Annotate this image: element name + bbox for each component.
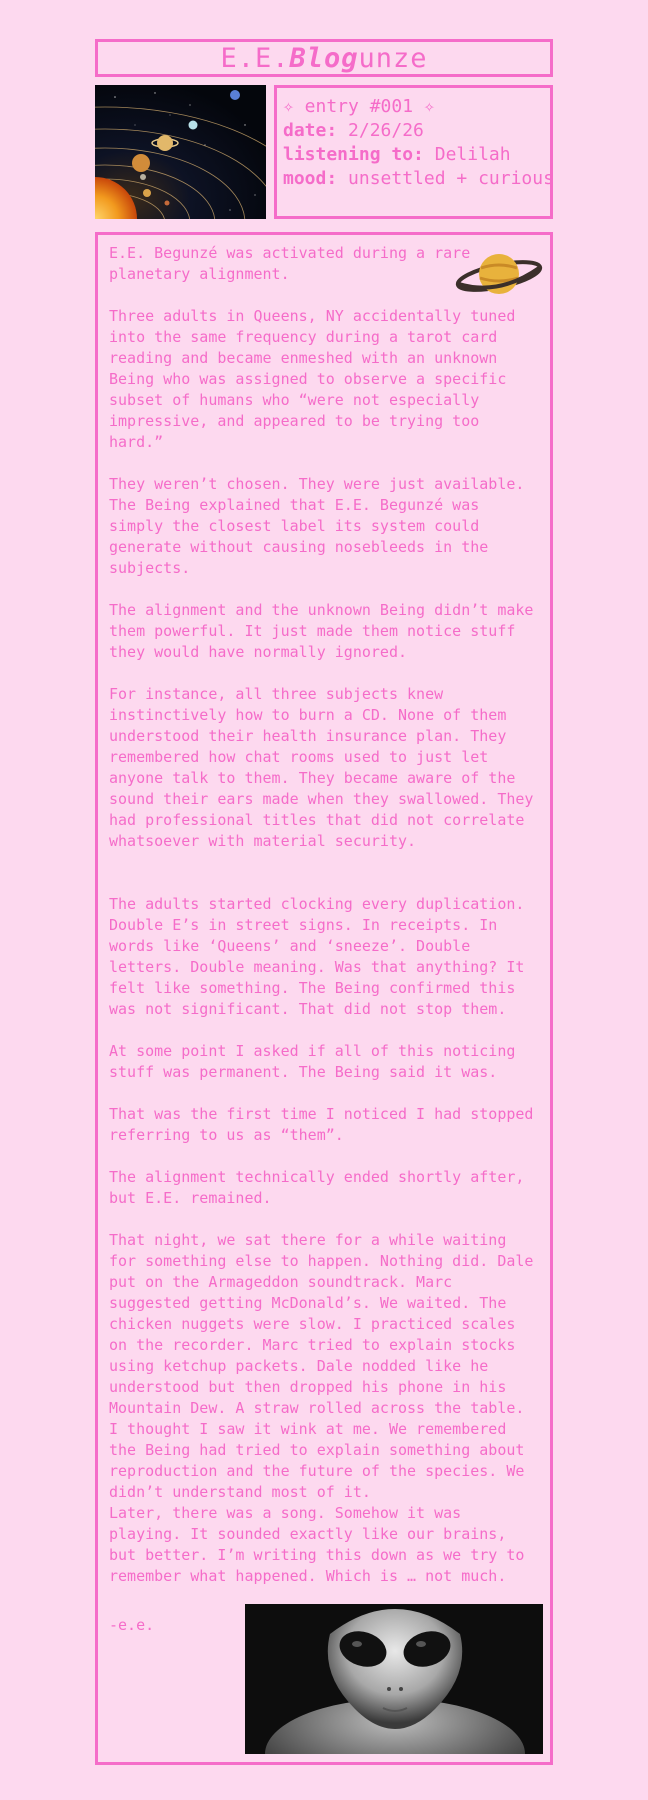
paragraph-7: At some point I asked if all of this noticing stuff was permanent. The Being said it was.	[109, 1042, 516, 1081]
listening-label: listening to:	[283, 144, 424, 165]
paragraph-8: That was the first time I noticed I had stopped referring to us as “them”.	[109, 1105, 534, 1144]
paragraph-10: That night, we sat there for a while waiting for something else to happen. Nothing did. Dale put on the Armageddon soundtrack. Marc suggested getting McDonald’s. We waited. The chicken nuggets were slow. I practiced scales on the recorder. Marc tried to explain stocks using ketchup packets. Dale nodded like he understood but then dropped his phone in his Mountain Dew. A straw rolled across the table. I thought I saw it wink at me. We remembered the Being had tried to explain something about reproduction and the future of the species. We didn’t understand most of it.	[109, 1231, 534, 1501]
paragraph-1: E.E. Begunzé was activated during a rare planetary alignment.	[109, 244, 471, 283]
blog-title-suffix: unze	[358, 42, 428, 74]
solar-system-photo	[95, 85, 266, 219]
blog-title-prefix: E.E.	[220, 42, 290, 74]
solar-system-illustration	[95, 85, 266, 219]
signature: -e.e.	[109, 1616, 155, 1634]
paragraph-3: They weren’t chosen. They were just available. The Being explained that E.E. Begunzé was simply the closest label its system could generate without causing nosebleeds in the subjects.	[109, 475, 525, 577]
alien-face-photo	[245, 1604, 543, 1754]
mood-value: unsettled + curious	[348, 168, 554, 189]
paragraph-5: For instance, all three subjects knew instinctively how to burn a CD. None of them understood their health insurance plan. They remembered how chat rooms used to just let anyone talk to them. They became aware of the sound their ears made when they swallowed. They had professional titles that did not correlate whatsoever with material security.	[109, 685, 534, 850]
entry-date-row	[283, 120, 424, 141]
blog-post-body	[95, 232, 553, 1765]
paragraph-6: The adults started clocking every duplication. Double E’s in street signs. In receipts. In words like ‘Queens’ and ‘sneeze’. Double letters. Double meaning. Was that anything? It felt like something. The Being confirmed this was not significant. That did not stop them.	[109, 895, 525, 1018]
entry-info-box	[274, 85, 553, 219]
listening-value: Delilah	[434, 144, 511, 165]
mood-label: mood:	[283, 168, 338, 189]
paragraph-4: The alignment and the unknown Being didn’t make them powerful. It just made them notice stuff they would have normally ignored.	[109, 601, 534, 661]
entry-listening-row	[283, 144, 511, 165]
paragraph-2: Three adults in Queens, NY accidentally tuned into the same frequency during a tarot card reading and became enmeshed with an unknown Being who was assigned to observe a specific subset of humans who “were not especially impressive, and appeared to be trying too hard.”	[109, 307, 516, 451]
date-value: 2/26/26	[348, 120, 424, 141]
blog-title-bold: Blog	[289, 42, 359, 74]
entry-heading: ✧ entry #001 ✧	[283, 96, 435, 117]
paragraph-9: The alignment technically ended shortly after, but E.E. remained.	[109, 1168, 525, 1207]
alien-face-illustration	[245, 1604, 543, 1754]
entry-mood-row	[283, 168, 554, 189]
date-label: date:	[283, 120, 338, 141]
blog-title	[95, 39, 553, 77]
paragraph-11: Later, there was a song. Somehow it was playing. It sounded exactly like our brains, but better. I’m writing this down as we try to remember what happened. Which is … not much.	[109, 1504, 525, 1585]
